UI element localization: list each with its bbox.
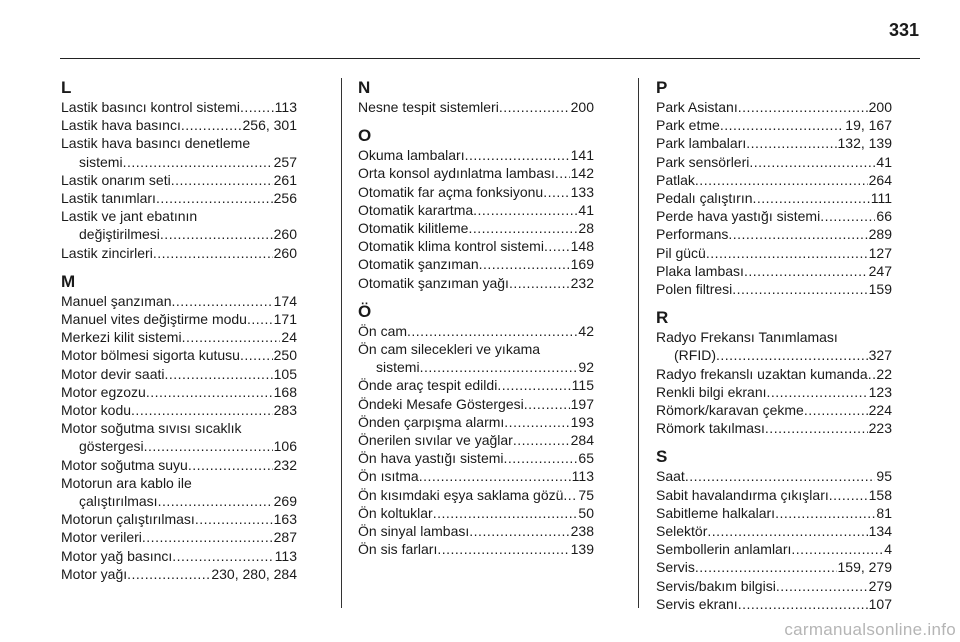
entry-term: Lastik onarım seti [61, 171, 171, 188]
entry-pages: 75 [578, 486, 594, 503]
dot-leader [497, 376, 570, 394]
dot-leader [744, 262, 868, 280]
entry-term: Ön sinyal lambası [358, 523, 470, 540]
index-entry [61, 171, 297, 189]
entry-pages: 327 [868, 347, 892, 364]
entry-pages: 81 [876, 504, 892, 521]
dot-leader [172, 547, 273, 565]
entry-pages: 257 [273, 153, 297, 170]
index-entry [61, 401, 297, 419]
entry-term: Merkezi kilit sistemi [61, 329, 182, 346]
index-entry [61, 153, 297, 171]
entry-pages: 50 [578, 504, 594, 521]
dot-leader [182, 328, 281, 346]
index-entry [358, 486, 594, 504]
entry-term: Lastik tanımları [61, 190, 156, 207]
entry-term: Patlak [656, 171, 695, 188]
entry-pages: 261 [273, 171, 297, 188]
entry-term: Motor kodu [61, 402, 132, 419]
index-entry [61, 346, 297, 364]
entry-pages: 232 [273, 456, 297, 473]
index-entry [61, 292, 297, 310]
dot-leader [188, 456, 273, 474]
entry-term: Otomatik karartma [358, 201, 474, 218]
column-divider [341, 78, 342, 608]
index-column-3 [656, 78, 892, 623]
index-entry [358, 376, 594, 394]
index-entry [656, 153, 892, 171]
entry-pages: 105 [273, 365, 297, 382]
dot-leader [555, 164, 570, 182]
index-entry [61, 328, 297, 346]
entry-term: Lastik basıncı kontrol sistemi [61, 99, 240, 115]
entry-pages: 238 [570, 523, 594, 540]
entry-term: Pil gücü [656, 244, 706, 261]
dot-leader [247, 310, 273, 328]
dot-leader [749, 153, 875, 171]
entry-pages: 247 [868, 262, 892, 279]
dot-leader [240, 98, 274, 116]
dot-leader [767, 383, 868, 401]
dot-leader [469, 522, 569, 540]
entry-pages: 256 [273, 190, 297, 207]
entry-pages: 163 [273, 511, 297, 528]
dot-leader [504, 449, 578, 467]
entry-term: Önden çarpışma alarmı [358, 413, 505, 430]
entry-pages: 200 [868, 99, 892, 115]
entry-pages: 232 [570, 274, 594, 291]
dot-leader [791, 540, 883, 558]
column-divider [638, 78, 639, 608]
dot-leader [499, 98, 570, 116]
entry-term: (RFID) [674, 347, 716, 364]
index-entry-line: Radyo Frekansı Tanımlaması [656, 329, 838, 346]
index-entry [656, 540, 892, 558]
index-column-2 [358, 78, 594, 568]
dot-leader [706, 244, 868, 262]
entry-pages: 197 [570, 395, 594, 412]
dot-leader [146, 383, 273, 401]
dot-leader [127, 565, 210, 583]
entry-pages: 113 [274, 99, 297, 115]
entry-pages: 200 [570, 99, 594, 115]
dot-leader [156, 189, 273, 207]
index-entry [656, 171, 892, 189]
entry-term: Orta konsol aydınlatma lambası [358, 165, 555, 182]
entry-pages: 115 [571, 377, 594, 394]
index-entry [656, 225, 892, 243]
dot-leader [738, 98, 868, 116]
entry-pages: 95 [876, 468, 892, 485]
entry-pages: 24 [281, 329, 297, 346]
index-entry [656, 558, 892, 576]
dot-leader [543, 183, 569, 201]
entry-pages: 169 [570, 256, 594, 273]
entry-term: Ön sis farları [358, 541, 438, 558]
index-entry-line: Lastik ve jant ebatının [61, 208, 198, 225]
entry-term: Servis/bakım bilgisi [656, 577, 776, 594]
entry-term: Otomatik şanzıman [358, 256, 479, 273]
index-section [358, 302, 594, 559]
index-entry [61, 383, 297, 401]
index-entry [656, 504, 892, 522]
index-entry [656, 189, 892, 207]
dot-leader [419, 467, 571, 485]
entry-term: Otomatik klima kontrol sistemi [358, 238, 544, 255]
entry-term: değiştirilmesi [79, 226, 160, 243]
entry-pages: 113 [571, 468, 594, 485]
entry-pages: 139 [570, 541, 594, 558]
dot-leader [868, 365, 876, 383]
dot-leader [407, 322, 577, 340]
entry-pages: 256, 301 [242, 117, 297, 134]
entry-term: sistemi [376, 359, 420, 376]
entry-term: Motor yağı [61, 565, 128, 582]
index-entry [656, 346, 892, 364]
section-letter: Ö [358, 301, 372, 321]
entry-pages: 264 [868, 171, 892, 188]
dot-leader [433, 504, 578, 522]
index-entry [61, 189, 297, 207]
entry-pages: 193 [570, 413, 594, 430]
dot-leader [513, 431, 570, 449]
dot-leader [171, 171, 273, 189]
index-entry [358, 413, 594, 431]
entry-term: Önerilen sıvılar ve yağlar [358, 432, 513, 449]
entry-term: Römork/karavan çekme [656, 402, 804, 419]
index-entry [358, 540, 594, 558]
index-entry [656, 595, 892, 613]
section-letter: P [656, 78, 668, 97]
entry-term: Motor devir saati [61, 365, 165, 382]
index-entry [61, 98, 297, 116]
entry-term: Selektör [656, 523, 708, 540]
index-entry [358, 395, 594, 413]
dot-leader [465, 146, 570, 164]
entry-term: Lastik hava basıncı [61, 117, 181, 134]
index-entry [358, 255, 594, 273]
index-entry [61, 528, 297, 546]
entry-pages: 4 [884, 541, 892, 558]
index-entry [61, 437, 297, 455]
entry-pages: 283 [273, 402, 297, 419]
dot-leader [716, 346, 868, 364]
entry-pages: 41 [876, 153, 892, 170]
entry-pages: 158 [868, 486, 892, 503]
index-section [61, 78, 297, 262]
entry-pages: 250 [273, 347, 297, 364]
entry-term: Performans [656, 226, 729, 243]
dot-leader [544, 237, 570, 255]
entry-term: Okuma lambaları [358, 147, 465, 164]
dot-leader [172, 292, 273, 310]
entry-term: Sabitleme halkaları [656, 504, 776, 521]
entry-pages: 106 [273, 438, 297, 455]
dot-leader [473, 201, 577, 219]
entry-pages: 41 [578, 201, 594, 218]
entry-term: Park Asistanı [656, 99, 738, 115]
entry-pages: 289 [868, 226, 892, 243]
entry-term: Motor bölmesi sigorta kutusu [61, 347, 240, 364]
entry-term: Öndeki Mesafe Göstergesi [358, 395, 524, 412]
entry-pages: 113 [274, 547, 297, 564]
section-letter: R [656, 308, 669, 328]
entry-pages: 92 [578, 359, 594, 376]
dot-leader [479, 255, 570, 273]
dot-leader [829, 486, 868, 504]
dot-leader [420, 358, 578, 376]
dot-leader [504, 413, 569, 431]
entry-pages: 260 [273, 226, 297, 243]
entry-pages: 132, 139 [837, 135, 892, 152]
index-entry [656, 280, 892, 298]
dot-leader [685, 467, 876, 485]
dot-leader [746, 134, 836, 152]
dot-leader [563, 486, 577, 504]
index-entry [358, 219, 594, 237]
dot-leader [160, 225, 273, 243]
entry-pages: 133 [570, 183, 594, 200]
entry-term: Polen filtresi [656, 281, 733, 298]
index-entry [656, 98, 892, 116]
entry-pages: 287 [273, 529, 297, 546]
index-section [358, 126, 594, 292]
section-letter: L [61, 78, 72, 97]
index-entry [358, 522, 594, 540]
entry-term: Perde hava yastığı sistemi [656, 208, 821, 225]
dot-leader [509, 274, 570, 292]
entry-term: Park etme [656, 117, 720, 134]
dot-leader [524, 395, 570, 413]
entry-term: Park sensörleri [656, 153, 750, 170]
dot-leader [437, 540, 569, 558]
index-entry [358, 449, 594, 467]
entry-pages: 223 [868, 420, 892, 437]
entry-term: Radyo frekanslı uzaktan kumanda [656, 365, 868, 382]
index-entry-line: Motorun ara kablo ile [61, 474, 192, 491]
entry-term: Motor verileri [61, 529, 142, 546]
entry-term: Manuel şanzıman [61, 292, 172, 309]
index-entry [358, 358, 594, 376]
dot-leader [775, 504, 875, 522]
index-entry [656, 383, 892, 401]
index-section [61, 272, 297, 583]
index-entry [61, 492, 297, 510]
dot-leader [131, 401, 273, 419]
index-entry [656, 419, 892, 437]
entry-term: sistemi [79, 153, 123, 170]
index-entry [61, 310, 297, 328]
index-entry [656, 577, 892, 595]
entry-term: Motor egzozu [61, 383, 146, 400]
entry-term: Servis [656, 559, 695, 576]
index-entry [656, 134, 892, 152]
entry-term: Motor soğutma suyu [61, 456, 188, 473]
entry-term: Renkli bilgi ekranı [656, 383, 767, 400]
entry-pages: 148 [570, 238, 594, 255]
index-entry [61, 244, 297, 262]
entry-term: Plaka lambası [656, 262, 744, 279]
entry-pages: 260 [273, 244, 297, 261]
index-entry [656, 116, 892, 134]
entry-pages: 134 [868, 523, 892, 540]
index-entry [358, 431, 594, 449]
entry-term: göstergesi [79, 438, 144, 455]
header-rule [60, 58, 920, 59]
entry-term: Sabit havalandırma çıkışları [656, 486, 829, 503]
entry-pages: 107 [868, 595, 892, 612]
entry-term: Servis ekranı [656, 595, 738, 612]
index-entry [61, 547, 297, 565]
entry-pages: 279 [868, 577, 892, 594]
entry-term: Otomatik kilitleme [358, 220, 469, 237]
index-entry [656, 207, 892, 225]
section-letter: S [656, 447, 668, 467]
index-section [358, 78, 594, 116]
index-section [656, 308, 892, 437]
dot-leader [820, 207, 875, 225]
dot-leader [468, 219, 577, 237]
dot-leader [753, 189, 870, 207]
section-letter: M [61, 271, 76, 291]
index-entry [656, 486, 892, 504]
entry-pages: 269 [273, 493, 297, 510]
entry-pages: 28 [578, 220, 594, 237]
index-entry [656, 522, 892, 540]
entry-term: Römork takılması [656, 420, 765, 437]
dot-leader [181, 116, 242, 134]
index-entry [61, 565, 297, 583]
entry-pages: 66 [876, 208, 892, 225]
entry-pages: 142 [570, 165, 594, 182]
entry-term: çalıştırılması [79, 493, 158, 510]
section-letter: O [358, 126, 372, 146]
index-entry [656, 262, 892, 280]
dot-leader [707, 522, 867, 540]
index-entry [358, 201, 594, 219]
index-entry [656, 244, 892, 262]
dot-leader [164, 365, 272, 383]
dot-leader [195, 510, 273, 528]
entry-term: Manuel vites değiştirme modu [61, 311, 247, 328]
index-entry [358, 504, 594, 522]
entry-term: Saat [656, 468, 685, 485]
index-entry [656, 467, 892, 485]
entry-pages: 230, 280, 284 [211, 565, 297, 582]
entry-pages: 111 [870, 190, 892, 207]
dot-leader [804, 401, 868, 419]
entry-term: Sembollerin anlamları [656, 541, 792, 558]
dot-leader [144, 437, 273, 455]
dot-leader [142, 528, 273, 546]
index-entry [61, 116, 297, 134]
entry-pages: 174 [273, 292, 297, 309]
index-entry [358, 98, 594, 116]
index-section [656, 447, 892, 613]
entry-term: Motor yağ basıncı [61, 547, 173, 564]
entry-pages: 168 [273, 383, 297, 400]
entry-pages: 171 [273, 311, 297, 328]
dot-leader [765, 419, 868, 437]
dot-leader [240, 346, 273, 364]
entry-pages: 224 [868, 402, 892, 419]
entry-pages: 19, 167 [845, 117, 892, 134]
entry-pages: 284 [570, 432, 594, 449]
index-entry [358, 467, 594, 485]
index-entry [656, 401, 892, 419]
index-entry [358, 274, 594, 292]
entry-term: Nesne tespit sistemleri [358, 99, 499, 115]
dot-leader [695, 171, 868, 189]
entry-term: Pedalı çalıştırın [656, 190, 753, 207]
index-entry-line: Lastik hava basıncı denetleme [61, 135, 251, 152]
entry-term: Park lambaları [656, 135, 747, 152]
entry-term: Ön koltuklar [358, 504, 433, 521]
entry-term: Ön ısıtma [358, 468, 419, 485]
entry-pages: 159, 279 [837, 559, 892, 576]
entry-pages: 127 [868, 244, 892, 261]
page-number: 331 [888, 20, 919, 40]
entry-pages: 22 [876, 365, 892, 382]
index-entry [358, 183, 594, 201]
entry-term: Önde araç tespit edildi [358, 377, 498, 394]
entry-term: Otomatik şanzıman yağı [358, 274, 509, 291]
entry-pages: 141 [570, 147, 594, 164]
entry-term: Motorun çalıştırılması [61, 511, 195, 528]
index-entry [61, 225, 297, 243]
dot-leader [738, 595, 868, 613]
index-entry [358, 237, 594, 255]
dot-leader [158, 492, 273, 510]
index-column-1 [61, 78, 297, 593]
index-section [656, 78, 892, 298]
entry-pages: 42 [578, 322, 594, 339]
dot-leader [776, 577, 868, 595]
watermark: carmanualsonline.info [784, 620, 956, 639]
entry-term: Ön hava yastığı sistemi [358, 450, 504, 467]
entry-term: Ön kısımdaki eşya saklama gözü [358, 486, 564, 503]
dot-leader [732, 280, 867, 298]
entry-pages: 65 [578, 450, 594, 467]
dot-leader [728, 225, 867, 243]
section-letter: N [358, 78, 371, 97]
dot-leader [153, 244, 273, 262]
index-entry [61, 456, 297, 474]
index-entry [358, 322, 594, 340]
index-entry-line: Motor soğutma sıvısı sıcaklık [61, 420, 242, 437]
dot-leader [695, 558, 837, 576]
index-entry [656, 365, 892, 383]
dot-leader [720, 116, 844, 134]
dot-leader [123, 153, 273, 171]
entry-term: Lastik zincirleri [61, 244, 153, 261]
entry-pages: 123 [868, 383, 892, 400]
index-entry [358, 164, 594, 182]
entry-term: Otomatik far açma fonksiyonu [358, 183, 544, 200]
index-entry [61, 365, 297, 383]
index-entry-line: Ön cam silecekleri ve yıkama [358, 341, 541, 358]
index-entry [358, 146, 594, 164]
entry-pages: 159 [868, 281, 892, 298]
entry-term: Ön cam [358, 322, 408, 339]
index-entry [61, 510, 297, 528]
